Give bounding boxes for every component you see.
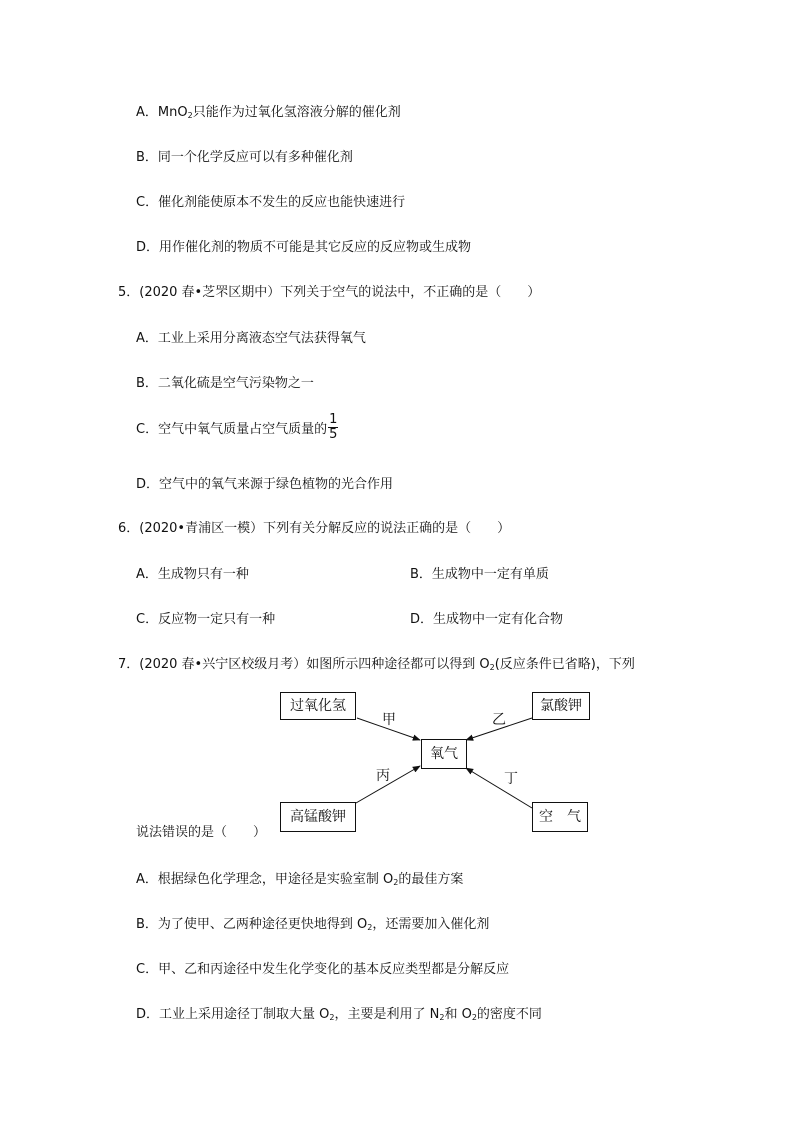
q7-option-a-pre: A．根据绿色化学理念，甲途径是实验室制 O (136, 872, 394, 887)
q6-option-b: B．生成物中一定有单质 (410, 567, 549, 582)
q7-option-d-pre: D．工业上采用途径丁制取大量 O (136, 1007, 330, 1022)
q6-stem: 6．(2020•青浦区一模）下列有关分解反应的说法正确的是（ ） (118, 521, 511, 536)
q6-option-a: A．生成物只有一种 (136, 567, 249, 582)
q7-stem-post: (反应条件已省略)，下列 (494, 657, 635, 672)
q7-option-b (136, 916, 489, 937)
q6-option-d: D．生成物中一定有化合物 (410, 612, 564, 627)
q7-option-d (136, 1006, 542, 1027)
q7-option-a-post: 的最佳方案 (398, 872, 464, 887)
q7-stem-continued: 说法错误的是（ ） (136, 825, 267, 840)
q4-option-a-sub: 2 (187, 111, 193, 120)
box-potassium-permanganate: 高锰酸钾 (280, 802, 356, 832)
label-jia: 甲 (382, 712, 396, 728)
q5-option-d: D．空气中的氧气来源于绿色植物的光合作用 (136, 477, 394, 492)
q7-option-a (136, 871, 463, 892)
q5-option-c-text: C．空气中氧气质量占空气质量的 (136, 422, 328, 437)
q7-option-a-sub: 2 (393, 878, 399, 887)
q7-option-d-sub2: 2 (439, 1013, 445, 1022)
arrow-ding (466, 768, 532, 808)
label-ding: 丁 (504, 771, 518, 787)
q7-option-d-sub1: 2 (329, 1013, 335, 1022)
q5-stem: 5．(2020 春•芝罘区期中）下列关于空气的说法中，不正确的是（ ） (118, 285, 541, 300)
q5-option-b: B．二氧化硫是空气污染物之一 (136, 376, 314, 391)
q6-option-c: C．反应物一定只有一种 (136, 612, 276, 627)
q7-option-d-sub3: 2 (471, 1013, 477, 1022)
q7-stem-sub: 2 (489, 663, 495, 672)
q4-option-a-pre: A．MnO (136, 105, 188, 120)
q4-option-a-post: 只能作为过氧化氢溶液分解的催化剂 (192, 105, 401, 120)
q5-option-a: A．工业上采用分离液态空气法获得氧气 (136, 331, 366, 346)
q7-option-d-mid2: 和 O (444, 1007, 472, 1022)
q4-option-b: B．同一个化学反应可以有多种催化剂 (136, 150, 353, 165)
q7-option-b-pre: B．为了使甲、乙两种途径更快地得到 O (136, 917, 368, 932)
box-air: 空 气 (532, 802, 588, 832)
q7-option-d-post: 的密度不同 (476, 1007, 542, 1022)
label-bing: 丙 (376, 768, 390, 784)
q4-option-c: C．催化剂能使原本不发生的反应也能快速进行 (136, 195, 406, 210)
box-potassium-chlorate: 氯酸钾 (532, 692, 590, 720)
q7-stem-pre: 7．(2020 春•兴宁区校级月考）如图所示四种途径都可以得到 O (118, 657, 490, 672)
box-hydrogen-peroxide: 过氧化氢 (280, 692, 356, 720)
fraction-numerator: 1 (329, 412, 338, 427)
q7-option-b-sub: 2 (367, 923, 373, 932)
fraction-denominator: 5 (329, 427, 338, 442)
q4-option-d: D．用作催化剂的物质不可能是其它反应的反应物或生成物 (136, 240, 472, 255)
q7-option-b-post: ，还需要加入催化剂 (372, 917, 490, 932)
q7-option-c: C．甲、乙和丙途径中发生化学变化的基本反应类型都是分解反应 (136, 962, 510, 977)
label-yi: 乙 (492, 712, 506, 728)
box-oxygen: 氧气 (421, 739, 467, 769)
q7-option-d-mid1: ，主要是利用了 N (334, 1007, 440, 1022)
